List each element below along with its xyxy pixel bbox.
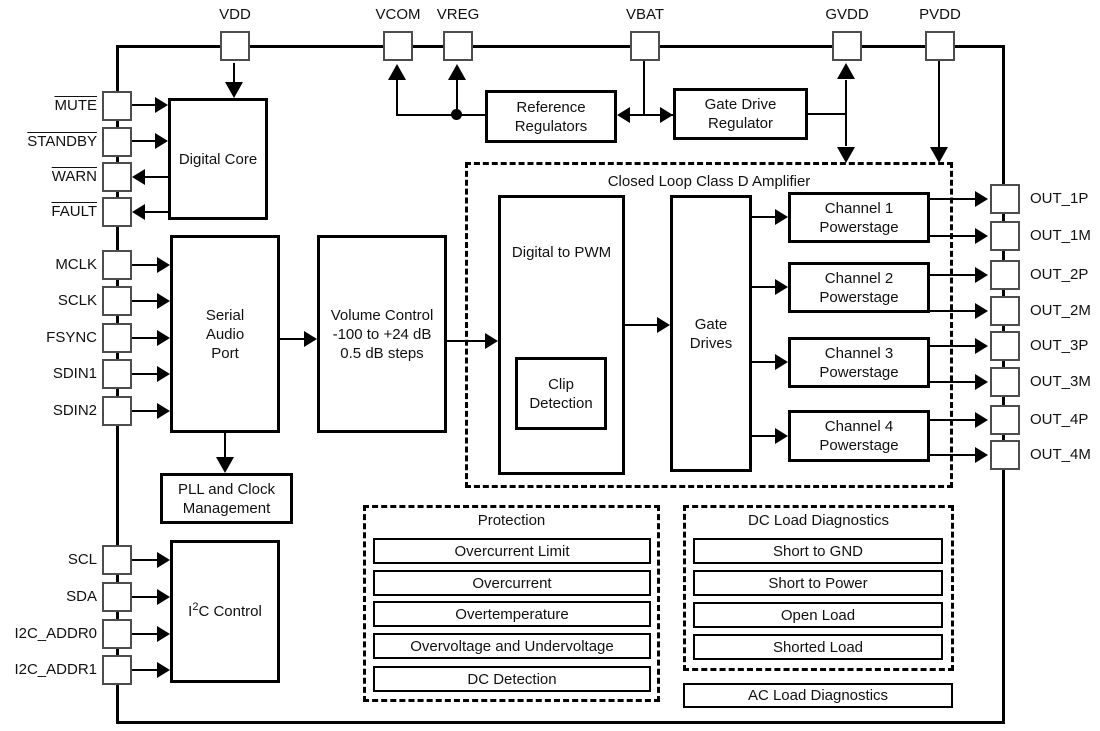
wire (132, 373, 158, 375)
pin-sdin2 (102, 396, 132, 426)
protection-item: Overcurrent (373, 570, 651, 596)
protection-item: DC Detection (373, 666, 651, 692)
arrowhead (448, 64, 466, 80)
pin-label-sdin1: SDIN1 (52, 365, 97, 382)
serial-audio-port-block: Serial Audio Port (170, 235, 280, 433)
pin-label-vcom: VCOM (375, 6, 421, 23)
pin-fault (102, 197, 132, 227)
wire (224, 433, 226, 459)
wire (930, 198, 976, 200)
pin-out-4p (990, 405, 1020, 435)
arrowhead (155, 97, 168, 113)
dc-load-item: Short to GND (693, 538, 943, 564)
wire (930, 419, 976, 421)
wire (447, 340, 486, 342)
wire (930, 235, 976, 237)
wire (752, 435, 775, 437)
pin-label-standby: STANDBY (27, 133, 97, 150)
class-d-group-title: Closed Loop Class D Amplifier (607, 173, 811, 190)
arrowhead (975, 303, 988, 319)
pin-sclk (102, 286, 132, 316)
wire (145, 211, 168, 213)
arrowhead (157, 552, 170, 568)
arrowhead (975, 412, 988, 428)
wire (132, 633, 158, 635)
protection-group-title: Protection (477, 512, 546, 529)
pin-label-mclk: MCLK (55, 256, 97, 273)
pin-sdin1 (102, 359, 132, 389)
pin-i2c-addr1 (102, 655, 132, 685)
wire (752, 361, 775, 363)
pin-label-sdin2: SDIN2 (52, 402, 97, 419)
pin-label-scl: SCL (67, 551, 97, 568)
pin-label-out-2p: OUT_2P (1030, 266, 1089, 283)
pin-label-i2c-addr1: I2C_ADDR1 (14, 661, 97, 678)
wire (132, 669, 158, 671)
pin-standby (102, 127, 132, 157)
arrowhead (157, 662, 170, 678)
wire (930, 454, 976, 456)
arrowhead (837, 147, 855, 163)
pin-out-2p (990, 260, 1020, 290)
pin-label-out-4p: OUT_4P (1030, 411, 1089, 428)
channel-1-powerstage-block: Channel 1 Powerstage (788, 192, 930, 243)
pin-label-sclk: SCLK (57, 292, 97, 309)
dc-load-item: Open Load (693, 602, 943, 628)
wire (132, 300, 158, 302)
reference-regulators-block: Reference Regulators (485, 90, 617, 143)
pin-label-out-3m: OUT_3M (1030, 373, 1091, 390)
volume-control-block: Volume Control -100 to +24 dB 0.5 dB steps (317, 235, 447, 433)
pin-pvdd (925, 31, 955, 61)
pin-label-vbat: VBAT (625, 6, 665, 23)
arrowhead (975, 191, 988, 207)
arrowhead (157, 257, 170, 273)
wire (132, 337, 158, 339)
wire (643, 61, 645, 115)
pin-out-1m (990, 221, 1020, 251)
arrowhead (975, 447, 988, 463)
pin-sda (102, 582, 132, 612)
protection-item: Overvoltage and Undervoltage (373, 633, 651, 659)
arrowhead (157, 626, 170, 642)
pin-vcom (383, 31, 413, 61)
arrowhead (388, 64, 406, 80)
pin-gvdd (832, 31, 862, 61)
pin-scl (102, 545, 132, 575)
wire (132, 596, 158, 598)
arrowhead (157, 403, 170, 419)
pin-label-out-3p: OUT_3P (1030, 337, 1089, 354)
wire (930, 274, 976, 276)
arrowhead (157, 293, 170, 309)
pin-label-warn: WARN (51, 168, 97, 185)
pin-mute (102, 91, 132, 121)
wire (752, 216, 775, 218)
gate-drives-block: Gate Drives (670, 195, 752, 472)
wire (132, 104, 156, 106)
pin-out-3p (990, 331, 1020, 361)
pin-label-fault: FAULT (51, 203, 97, 220)
wire (752, 286, 775, 288)
wire (132, 559, 158, 561)
arrowhead (157, 330, 170, 346)
pin-mclk (102, 250, 132, 280)
pin-label-vdd: VDD (219, 6, 251, 23)
arrowhead (617, 107, 630, 123)
arrowhead (837, 63, 855, 79)
junction-dot (451, 109, 462, 120)
arrowhead (155, 133, 168, 149)
arrowhead (775, 209, 788, 225)
pin-out-2m (990, 296, 1020, 326)
wire (132, 140, 156, 142)
channel-3-powerstage-block: Channel 3 Powerstage (788, 337, 930, 388)
pll-clock-block: PLL and Clock Management (160, 473, 293, 524)
wire (233, 63, 235, 83)
pin-label-out-2m: OUT_2M (1030, 302, 1091, 319)
arrowhead (132, 169, 145, 185)
wire (145, 176, 168, 178)
pin-vdd (220, 31, 250, 61)
wire (132, 264, 158, 266)
wire (930, 310, 976, 312)
arrowhead (975, 338, 988, 354)
i2c-control-block: $I^2C$ Control (170, 540, 280, 683)
wire (930, 345, 976, 347)
pin-fsync (102, 323, 132, 353)
channel-4-powerstage-block: Channel 4 Powerstage (788, 410, 930, 462)
arrowhead (157, 589, 170, 605)
wire (397, 114, 487, 116)
pin-i2c-addr0 (102, 619, 132, 649)
wire (396, 80, 398, 116)
pin-label-out-4m: OUT_4M (1030, 446, 1091, 463)
pin-label-out-1p: OUT_1P (1030, 190, 1089, 207)
pin-label-mute: MUTE (54, 97, 97, 114)
pin-label-vreg: VREG (436, 6, 480, 23)
dc-load-group-title: DC Load Diagnostics (748, 512, 889, 529)
wire (132, 410, 158, 412)
protection-item: Overcurrent Limit (373, 538, 651, 564)
wire (930, 381, 976, 383)
pin-label-sda: SDA (66, 588, 97, 605)
arrowhead (485, 333, 498, 349)
pin-label-pvdd: PVDD (919, 6, 961, 23)
digital-core-block: Digital Core (168, 98, 268, 220)
wire (280, 338, 305, 340)
pin-vreg (443, 31, 473, 61)
dc-load-item: Short to Power (693, 570, 943, 596)
wire (938, 61, 940, 147)
pin-vbat (630, 31, 660, 61)
wire (625, 324, 658, 326)
channel-2-powerstage-block: Channel 2 Powerstage (788, 262, 930, 313)
pin-out-4m (990, 440, 1020, 470)
arrowhead (657, 317, 670, 333)
gate-drive-regulator-block: Gate Drive Regulator (673, 88, 808, 140)
pin-out-3m (990, 367, 1020, 397)
arrowhead (216, 457, 234, 473)
arrowhead (775, 428, 788, 444)
arrowhead (304, 331, 317, 347)
arrowhead (132, 204, 145, 220)
protection-item: Overtemperature (373, 601, 651, 627)
arrowhead (225, 82, 243, 98)
pin-label-gvdd: GVDD (825, 6, 869, 23)
clip-detection-block: Clip Detection (515, 357, 607, 430)
digital-to-pwm-block: Digital to PWM (498, 195, 625, 475)
arrowhead (975, 267, 988, 283)
pin-label-i2c-addr0: I2C_ADDR0 (14, 625, 97, 642)
arrowhead (975, 374, 988, 390)
pin-label-out-1m: OUT_1M (1030, 227, 1091, 244)
pin-warn (102, 162, 132, 192)
pin-out-1p (990, 184, 1020, 214)
dc-load-item: Shorted Load (693, 634, 943, 660)
arrowhead (775, 354, 788, 370)
arrowhead (157, 366, 170, 382)
arrowhead (975, 228, 988, 244)
arrowhead (775, 279, 788, 295)
arrowhead (930, 147, 948, 163)
wire (806, 113, 846, 115)
arrowhead (660, 107, 673, 123)
ac-load-diagnostics-block: AC Load Diagnostics (683, 683, 953, 708)
pin-label-fsync: FSYNC (46, 329, 97, 346)
